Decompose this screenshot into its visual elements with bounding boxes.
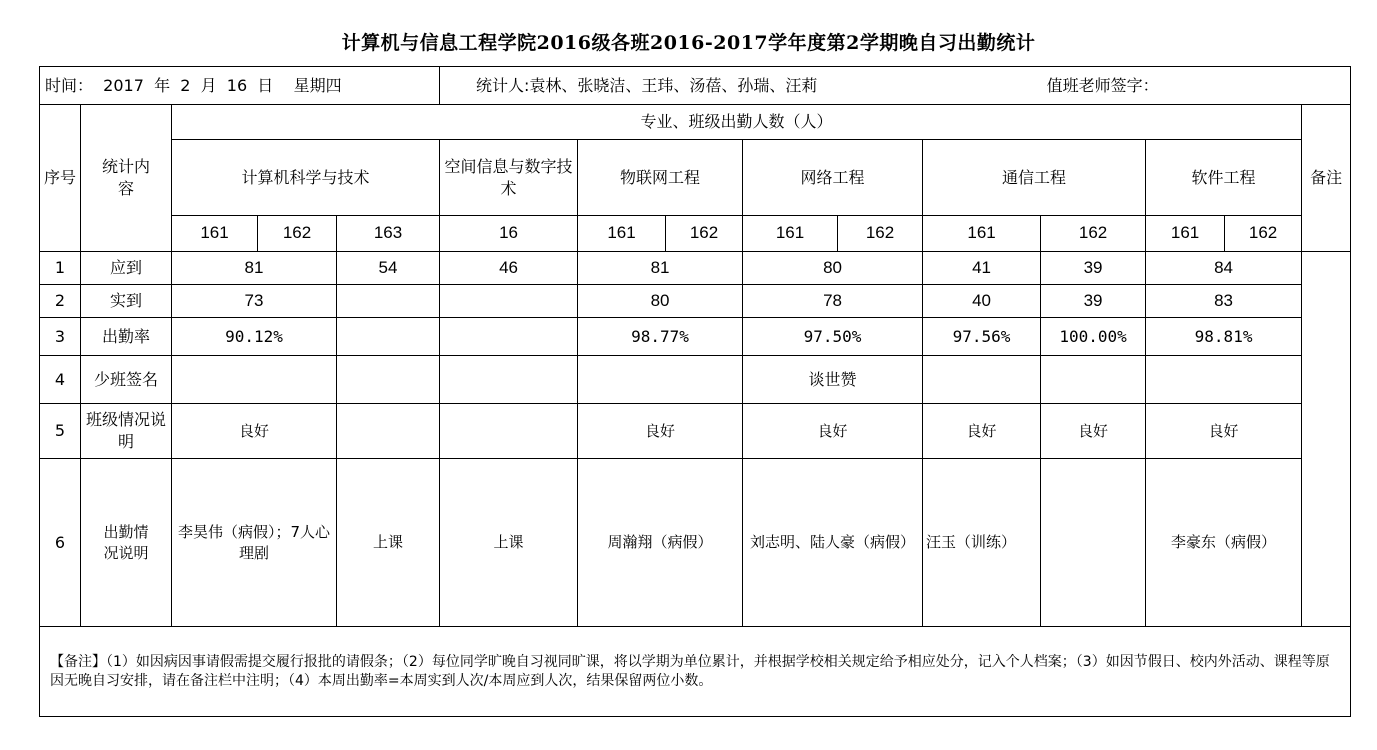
status-cell: 良好 <box>172 404 337 459</box>
content-header <box>81 105 172 252</box>
attendance-table <box>39 66 1351 717</box>
value-cell: 83 <box>1146 285 1302 318</box>
row-label: 少班签名 <box>81 356 172 404</box>
empty-cell <box>1041 459 1146 627</box>
signature-cell: 谈世赞 <box>743 356 923 404</box>
class-cell: 162 <box>666 216 743 252</box>
empty-cell <box>337 404 440 459</box>
note-cell: 李豪东（病假） <box>1146 459 1302 627</box>
note-cell: 周瀚翔（病假） <box>578 459 743 627</box>
note-cell: 刘志明、陆人豪（病假） <box>743 459 923 627</box>
status-cell: 良好 <box>1146 404 1302 459</box>
major-network: 网络工程 <box>743 140 923 216</box>
table-row-rate <box>40 318 1351 356</box>
value-cell: 80 <box>578 285 743 318</box>
class-cell: 162 <box>258 216 337 252</box>
value-cell: 97.50% <box>743 318 923 356</box>
footer-row <box>40 627 1351 717</box>
note-cell: 李昊伟（病假）；7人心理剧 <box>172 459 337 627</box>
empty-cell <box>440 404 578 459</box>
empty-cell <box>923 356 1041 404</box>
empty-cell <box>337 318 440 356</box>
empty-cell <box>440 318 578 356</box>
value-cell: 54 <box>337 252 440 285</box>
row-label: 应到 <box>81 252 172 285</box>
value-cell: 84 <box>1146 252 1302 285</box>
major-spatial: 空间信息与数字技术 <box>440 140 578 216</box>
empty-cell <box>1146 356 1302 404</box>
table-row-expected <box>40 252 1351 285</box>
major-iot: 物联网工程 <box>578 140 743 216</box>
class-cell: 162 <box>1041 216 1146 252</box>
statisticians-field: 统计人:袁林、张晓洁、王玮、汤蓓、孙瑞、汪莉 <box>440 67 1041 105</box>
row-number: 3 <box>40 318 81 356</box>
class-cell: 162 <box>838 216 923 252</box>
class-cell: 162 <box>1225 216 1302 252</box>
group-header: 专业、班级出勤人数（人） <box>172 105 1302 140</box>
header-row-1 <box>40 105 1351 140</box>
remark-header: 备注 <box>1302 105 1351 252</box>
seq-header: 序号 <box>40 105 81 252</box>
value-cell: 39 <box>1041 285 1146 318</box>
class-cell: 163 <box>337 216 440 252</box>
footer-notes: 【备注】（1）如因病因事请假需提交履行报批的请假条；（2）每位同学旷晚自习视同旷课，将以学期为单位累计，并根据学校相关规定给予相应处分，记入个人档案；（3）如因节假日、校内外活动、课程等原因无晚自习安排，请在备注栏中注明；（4）本周出勤率=本周实到人次/本周应到人次，结果保留两位小数。 <box>40 627 1351 717</box>
class-cell: 161 <box>1146 216 1225 252</box>
status-cell: 良好 <box>923 404 1041 459</box>
value-cell: 97.56% <box>923 318 1041 356</box>
row-number: 5 <box>40 404 81 459</box>
value-cell: 80 <box>743 252 923 285</box>
teacher-signature-field: 值班老师签字： <box>1041 67 1351 105</box>
value-cell: 41 <box>923 252 1041 285</box>
value-cell: 46 <box>440 252 578 285</box>
value-cell: 81 <box>172 252 337 285</box>
empty-cell <box>1041 356 1146 404</box>
class-cell: 161 <box>743 216 838 252</box>
class-cell: 161 <box>923 216 1041 252</box>
value-cell: 81 <box>578 252 743 285</box>
note-cell: 上课 <box>440 459 578 627</box>
empty-cell <box>337 356 440 404</box>
page-title: 计算机与信息工程学院2016级各班2016-2017学年度第2学期晚自习出勤统计 <box>341 32 1036 54</box>
status-cell: 良好 <box>743 404 923 459</box>
empty-cell <box>578 356 743 404</box>
table-row-attendance-notes <box>40 459 1351 627</box>
table-row-signature <box>40 356 1351 404</box>
table-row-actual <box>40 285 1351 318</box>
value-cell: 78 <box>743 285 923 318</box>
empty-cell <box>440 285 578 318</box>
class-cell: 161 <box>578 216 666 252</box>
empty-cell <box>172 356 337 404</box>
class-cell: 161 <box>172 216 258 252</box>
row-number: 4 <box>40 356 81 404</box>
major-software: 软件工程 <box>1146 140 1302 216</box>
note-cell: 汪玉（训练） <box>923 459 1041 627</box>
row-label: 出勤率 <box>81 318 172 356</box>
info-row <box>40 67 1351 105</box>
row-number: 6 <box>40 459 81 627</box>
header-row-majors <box>40 140 1351 216</box>
date-field: 时间： 2017 年 2 月 16 日 星期四 <box>40 67 440 105</box>
row-number: 2 <box>40 285 81 318</box>
value-cell: 40 <box>923 285 1041 318</box>
major-cs: 计算机科学与技术 <box>172 140 440 216</box>
header-row-classes <box>40 216 1351 252</box>
row-label: 出勤情况说明 <box>81 459 172 627</box>
value-cell: 73 <box>172 285 337 318</box>
remark-cell <box>1302 252 1351 627</box>
major-comm: 通信工程 <box>923 140 1146 216</box>
row-number: 1 <box>40 252 81 285</box>
value-cell: 98.81% <box>1146 318 1302 356</box>
value-cell: 98.77% <box>578 318 743 356</box>
content-header-label: 统计内容 <box>101 157 150 198</box>
status-cell: 良好 <box>578 404 743 459</box>
table-row-class-situation <box>40 404 1351 459</box>
value-cell: 39 <box>1041 252 1146 285</box>
value-cell: 90.12% <box>172 318 337 356</box>
value-cell: 100.00% <box>1041 318 1146 356</box>
status-cell: 良好 <box>1041 404 1146 459</box>
class-cell: 16 <box>440 216 578 252</box>
empty-cell <box>337 285 440 318</box>
note-cell: 上课 <box>337 459 440 627</box>
row-label: 班级情况说明 <box>81 404 172 459</box>
empty-cell <box>440 356 578 404</box>
row-label: 实到 <box>81 285 172 318</box>
